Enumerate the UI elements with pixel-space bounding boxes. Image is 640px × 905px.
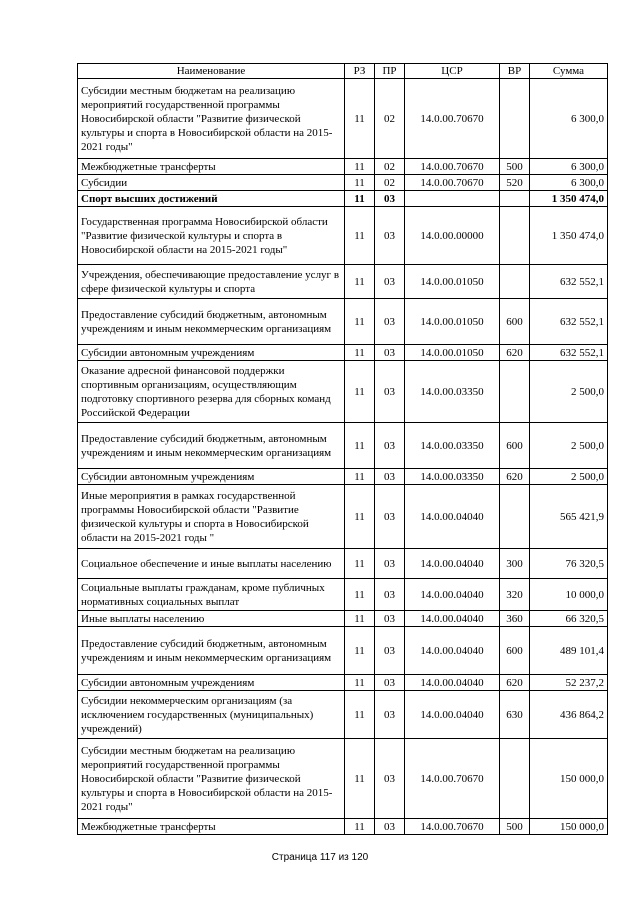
cell-vr: 600 — [500, 627, 530, 675]
header-rz: РЗ — [345, 64, 375, 79]
cell-pr: 03 — [375, 819, 405, 835]
cell-csr — [405, 191, 500, 207]
cell-csr: 14.0.00.70670 — [405, 175, 500, 191]
cell-csr: 14.0.00.70670 — [405, 819, 500, 835]
table-row — [78, 675, 608, 691]
cell-sum: 6 300,0 — [530, 79, 608, 159]
cell-vr: 300 — [500, 549, 530, 579]
cell-rz: 11 — [345, 549, 375, 579]
header-sum: Сумма — [530, 64, 608, 79]
cell-name: Социальное обеспечение и иные выплаты населению — [78, 549, 345, 579]
table-row — [78, 579, 608, 611]
cell-vr: 630 — [500, 691, 530, 739]
cell-sum: 1 350 474,0 — [530, 207, 608, 265]
cell-name: Субсидии местным бюджетам на реализацию мероприятий государственной программы Новосибирской области "Развитие физической культуры и спорта в Новосибирской области на 2015-2021 годы" — [78, 79, 345, 159]
cell-csr: 14.0.00.04040 — [405, 627, 500, 675]
cell-sum: 76 320,5 — [530, 549, 608, 579]
cell-name: Субсидии некоммерческим организациям (за исключением государственных (муниципальных) учреждений) — [78, 691, 345, 739]
cell-name: Межбюджетные трансферты — [78, 819, 345, 835]
cell-vr: 620 — [500, 469, 530, 485]
table-row — [78, 299, 608, 345]
cell-sum: 150 000,0 — [530, 739, 608, 819]
cell-csr: 14.0.00.04040 — [405, 549, 500, 579]
cell-vr: 600 — [500, 299, 530, 345]
cell-rz: 11 — [345, 627, 375, 675]
cell-sum: 632 552,1 — [530, 265, 608, 299]
cell-csr: 14.0.00.70670 — [405, 79, 500, 159]
cell-vr: 620 — [500, 675, 530, 691]
cell-pr: 03 — [375, 549, 405, 579]
cell-name: Субсидии — [78, 175, 345, 191]
cell-vr: 500 — [500, 819, 530, 835]
cell-sum: 632 552,1 — [530, 299, 608, 345]
cell-csr: 14.0.00.70670 — [405, 159, 500, 175]
page-footer: Страница 117 из 120 — [271, 852, 369, 863]
cell-name: Иные мероприятия в рамках государственной программы Новосибирской области "Развитие физической культуры и спорта в Новосибирской области на 2015-2021 годы " — [78, 485, 345, 549]
table-row — [78, 191, 608, 207]
cell-csr: 14.0.00.03350 — [405, 469, 500, 485]
cell-pr: 03 — [375, 691, 405, 739]
cell-name: Предоставление субсидий бюджетным, автономным учреждениям и иным некоммерческим организациям — [78, 299, 345, 345]
cell-pr: 02 — [375, 79, 405, 159]
cell-name: Субсидии местным бюджетам на реализацию мероприятий государственной программы Новосибирской области "Развитие физической культуры и спорта в Новосибирской области на 2015-2021 годы" — [78, 739, 345, 819]
cell-csr: 14.0.00.01050 — [405, 299, 500, 345]
cell-csr: 14.0.00.04040 — [405, 579, 500, 611]
cell-rz: 11 — [345, 191, 375, 207]
cell-csr: 14.0.00.04040 — [405, 691, 500, 739]
cell-rz: 11 — [345, 361, 375, 423]
cell-rz: 11 — [345, 299, 375, 345]
cell-sum: 436 864,2 — [530, 691, 608, 739]
cell-pr: 03 — [375, 191, 405, 207]
cell-sum: 2 500,0 — [530, 361, 608, 423]
table-row — [78, 469, 608, 485]
cell-csr: 14.0.00.01050 — [405, 265, 500, 299]
table-header-row — [78, 64, 608, 79]
cell-sum: 2 500,0 — [530, 423, 608, 469]
budget-table — [77, 63, 608, 835]
cell-name: Предоставление субсидий бюджетным, автономным учреждениям и иным некоммерческим организациям — [78, 423, 345, 469]
cell-rz: 11 — [345, 265, 375, 299]
cell-sum: 150 000,0 — [530, 819, 608, 835]
cell-pr: 03 — [375, 265, 405, 299]
cell-rz: 11 — [345, 423, 375, 469]
cell-pr: 03 — [375, 611, 405, 627]
header-name: Наименование — [78, 64, 345, 79]
cell-name: Оказание адресной финансовой поддержки спортивным организациям, осуществляющим подготовку спортивного резерва для сборных команд Российской Федерации — [78, 361, 345, 423]
cell-csr: 14.0.00.04040 — [405, 675, 500, 691]
cell-vr — [500, 361, 530, 423]
cell-pr: 03 — [375, 299, 405, 345]
cell-name: Спорт высших достижений — [78, 191, 345, 207]
cell-vr: 500 — [500, 159, 530, 175]
cell-rz: 11 — [345, 691, 375, 739]
cell-sum: 489 101,4 — [530, 627, 608, 675]
cell-sum: 1 350 474,0 — [530, 191, 608, 207]
cell-pr: 03 — [375, 345, 405, 361]
cell-vr — [500, 739, 530, 819]
cell-name: Государственная программа Новосибирской области "Развитие физической культуры и спорта в Новосибирской области на 2015-2021 годы" — [78, 207, 345, 265]
cell-name: Иные выплаты населению — [78, 611, 345, 627]
cell-sum: 66 320,5 — [530, 611, 608, 627]
table-row — [78, 207, 608, 265]
cell-vr — [500, 207, 530, 265]
cell-csr: 14.0.00.00000 — [405, 207, 500, 265]
cell-pr: 03 — [375, 579, 405, 611]
cell-rz: 11 — [345, 207, 375, 265]
cell-vr: 600 — [500, 423, 530, 469]
cell-sum: 10 000,0 — [530, 579, 608, 611]
table-row — [78, 485, 608, 549]
cell-rz: 11 — [345, 159, 375, 175]
cell-name: Учреждения, обеспечивающие предоставление услуг в сфере физической культуры и спорта — [78, 265, 345, 299]
cell-rz: 11 — [345, 739, 375, 819]
cell-vr — [500, 485, 530, 549]
header-csr: ЦСР — [405, 64, 500, 79]
cell-vr — [500, 265, 530, 299]
cell-rz: 11 — [345, 79, 375, 159]
cell-pr: 03 — [375, 675, 405, 691]
cell-csr: 14.0.00.03350 — [405, 361, 500, 423]
cell-name: Субсидии автономным учреждениям — [78, 469, 345, 485]
cell-pr: 03 — [375, 485, 405, 549]
cell-pr: 03 — [375, 207, 405, 265]
cell-sum: 632 552,1 — [530, 345, 608, 361]
cell-sum: 565 421,9 — [530, 485, 608, 549]
cell-csr: 14.0.00.04040 — [405, 611, 500, 627]
cell-pr: 03 — [375, 361, 405, 423]
cell-rz: 11 — [345, 611, 375, 627]
cell-pr: 03 — [375, 423, 405, 469]
cell-rz: 11 — [345, 485, 375, 549]
cell-pr: 03 — [375, 739, 405, 819]
cell-vr: 620 — [500, 345, 530, 361]
cell-csr: 14.0.00.04040 — [405, 485, 500, 549]
cell-vr — [500, 79, 530, 159]
cell-rz: 11 — [345, 175, 375, 191]
table-row — [78, 691, 608, 739]
cell-pr: 03 — [375, 469, 405, 485]
table-row — [78, 423, 608, 469]
table-row — [78, 611, 608, 627]
cell-vr: 320 — [500, 579, 530, 611]
cell-sum: 2 500,0 — [530, 469, 608, 485]
cell-sum: 6 300,0 — [530, 159, 608, 175]
table-row — [78, 175, 608, 191]
table-row — [78, 361, 608, 423]
cell-vr — [500, 191, 530, 207]
table-row — [78, 345, 608, 361]
table-row — [78, 739, 608, 819]
cell-rz: 11 — [345, 819, 375, 835]
table-row — [78, 265, 608, 299]
cell-pr: 02 — [375, 175, 405, 191]
header-vr: ВР — [500, 64, 530, 79]
cell-name: Субсидии автономным учреждениям — [78, 675, 345, 691]
cell-csr: 14.0.00.03350 — [405, 423, 500, 469]
table-body — [78, 79, 608, 835]
cell-vr: 360 — [500, 611, 530, 627]
table-row — [78, 159, 608, 175]
cell-name: Социальные выплаты гражданам, кроме публичных нормативных социальных выплат — [78, 579, 345, 611]
table-row — [78, 627, 608, 675]
cell-rz: 11 — [345, 469, 375, 485]
cell-rz: 11 — [345, 345, 375, 361]
header-pr: ПР — [375, 64, 405, 79]
cell-vr: 520 — [500, 175, 530, 191]
cell-sum: 6 300,0 — [530, 175, 608, 191]
cell-name: Предоставление субсидий бюджетным, автономным учреждениям и иным некоммерческим организациям — [78, 627, 345, 675]
cell-name: Межбюджетные трансферты — [78, 159, 345, 175]
table-row — [78, 79, 608, 159]
cell-rz: 11 — [345, 579, 375, 611]
table-row — [78, 549, 608, 579]
cell-name: Субсидии автономным учреждениям — [78, 345, 345, 361]
cell-csr: 14.0.00.70670 — [405, 739, 500, 819]
cell-pr: 03 — [375, 627, 405, 675]
cell-pr: 02 — [375, 159, 405, 175]
cell-rz: 11 — [345, 675, 375, 691]
cell-csr: 14.0.00.01050 — [405, 345, 500, 361]
table-row — [78, 819, 608, 835]
cell-sum: 52 237,2 — [530, 675, 608, 691]
